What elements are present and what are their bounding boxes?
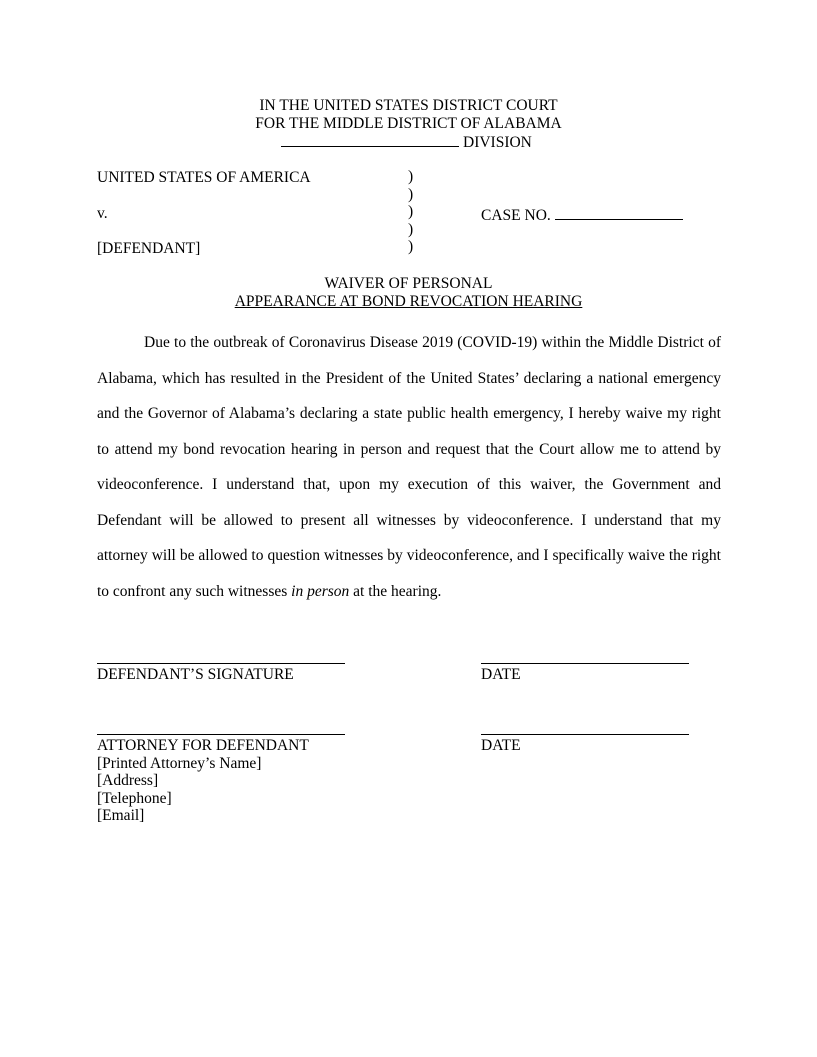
division-label: DIVISION <box>463 134 532 151</box>
attorney-info-block <box>97 755 261 825</box>
paren: ) <box>408 220 414 238</box>
waiver-text-italic: in person <box>291 582 350 600</box>
date-label-1: DATE <box>481 666 521 683</box>
document-title-line1: WAIVER OF PERSONAL <box>324 275 493 292</box>
paren: ) <box>408 203 414 221</box>
case-number-blank <box>555 205 683 220</box>
court-heading-line1: IN THE UNITED STATES DISTRICT COURT <box>259 97 558 114</box>
attorney-telephone: [Telephone] <box>97 789 172 807</box>
defendant-signature-line <box>97 663 345 664</box>
defendant-name: [DEFENDANT] <box>97 240 201 257</box>
attorney-email: [Email] <box>97 807 145 825</box>
plaintiff-name: UNITED STATES OF AMERICA <box>97 169 311 186</box>
case-number-label: CASE NO. <box>481 207 551 224</box>
date-line-1 <box>481 663 689 664</box>
division-line <box>281 132 532 152</box>
document-title-line2: APPEARANCE AT BOND REVOCATION HEARING <box>234 293 583 310</box>
document-title-line2-wrap <box>0 293 817 311</box>
versus-text: v. <box>97 205 108 222</box>
date-line-2 <box>481 734 689 735</box>
defendant-signature-label: DEFENDANT’S SIGNATURE <box>97 666 294 683</box>
attorney-signature-line <box>97 734 345 735</box>
attorney-address: [Address] <box>97 772 159 790</box>
date-label-2: DATE <box>481 737 521 754</box>
attorney-printed-name: [Printed Attorney’s Name] <box>97 755 262 772</box>
paren: ) <box>408 238 414 256</box>
case-number-field <box>481 205 683 225</box>
caption-parentheses <box>408 168 413 256</box>
waiver-text-end: at the hearing. <box>349 582 442 600</box>
paren: ) <box>408 168 414 185</box>
waiver-text-main: Due to the outbreak of Coronavirus Disease 2019 (COVID-19) within the Middle District of Alabama, which has resulted in the President of the United States’ declaring a national emergency and the Governor of Alabama’s declaring a state public health emergency, I hereby waive my right to attend my bond revocation hearing in person and request that the Court allow me to attend by videoconference. I understand that, upon my execution of this waiver, the Government and Defendant will be allowed to present all witnesses by videoconference. I understand that my attorney will be allowed to question witnesses by videoconference, and I specifically waive the right to confront any such witnesses <box>97 334 721 600</box>
division-blank <box>281 132 459 147</box>
paren: ) <box>408 185 414 203</box>
court-heading-line2: FOR THE MIDDLE DISTRICT OF ALABAMA <box>255 115 562 132</box>
waiver-paragraph <box>97 325 721 609</box>
attorney-label: ATTORNEY FOR DEFENDANT <box>97 737 309 754</box>
